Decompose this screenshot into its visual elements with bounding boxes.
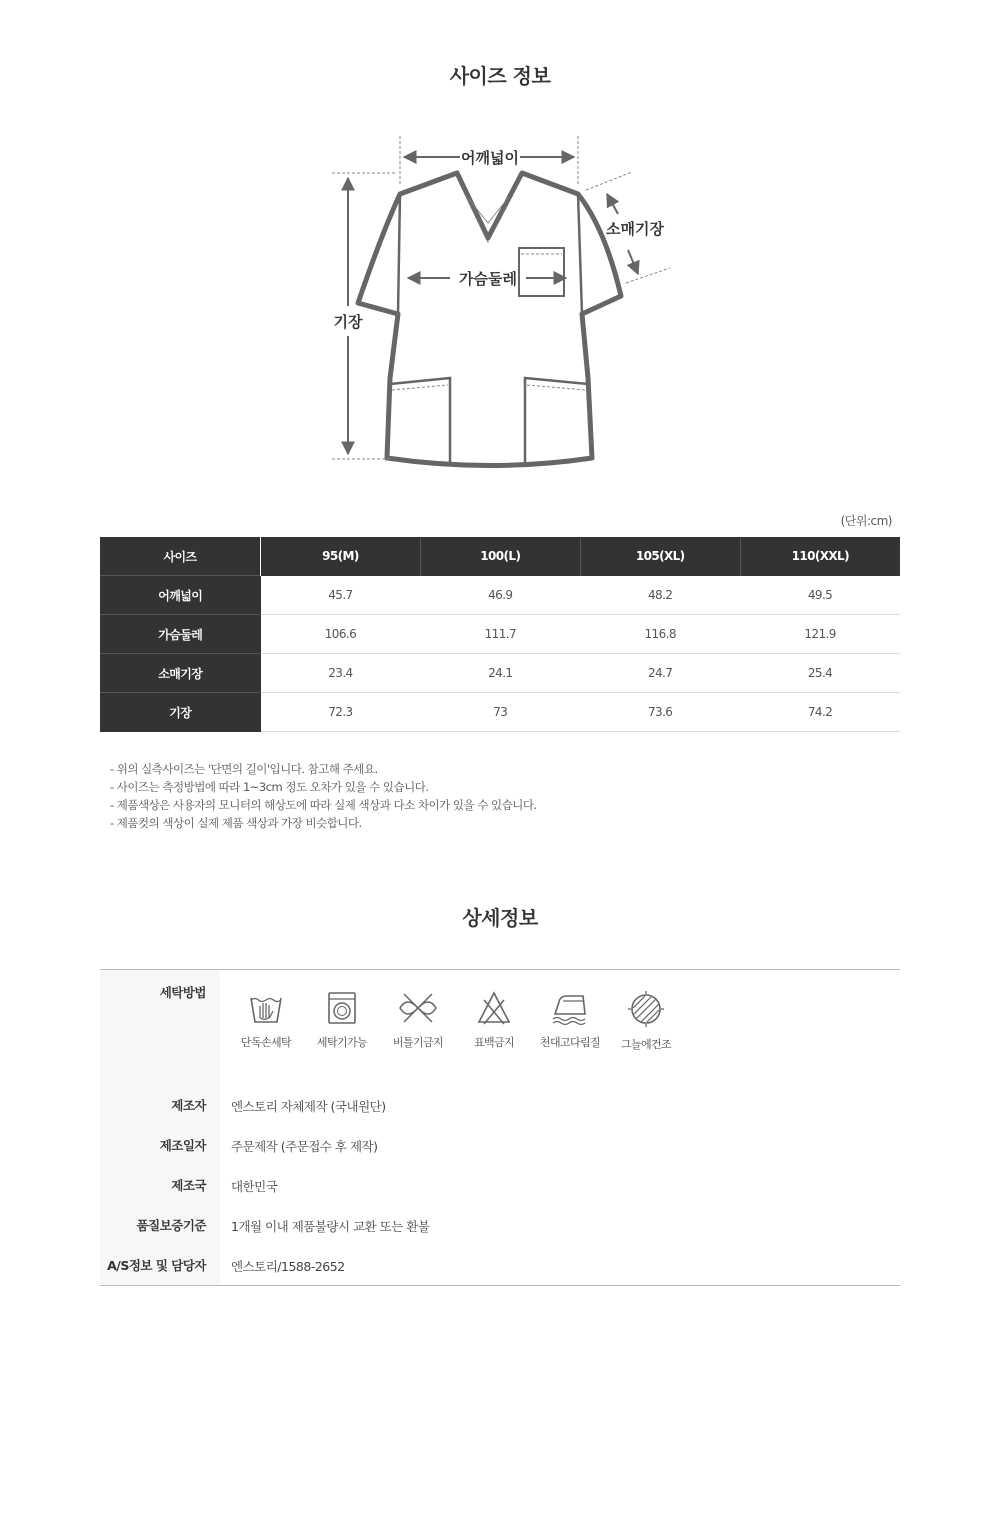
table-cell: 25.4 [740,654,900,693]
detail-row-value: 대한민국 [231,1179,278,1194]
wash-label: 세탁기가능 [316,1036,368,1049]
size-table-row [100,576,900,615]
wash-item [608,990,684,1052]
row-label: 가슴둘레 [100,615,261,654]
table-cell: 116.8 [580,615,740,654]
detail-row-label: 제조자 [171,1098,206,1113]
wash-label: 단독손세탁 [240,1036,292,1049]
note-item: - 위의 실측사이즈는 '단면의 길이'입니다. 참고해 주세요. [110,762,378,776]
table-cell: 111.7 [420,615,580,654]
wash-label: 표백금지 [473,1036,515,1049]
detail-info-title: 상세정보 [462,906,538,930]
size-table-row [100,693,900,732]
size-header-col: 100(L) [420,537,580,576]
detail-row-value: 주문제작 (주문접수 후 제작) [231,1139,378,1154]
table-cell: 48.2 [580,576,740,615]
shoulder-width-label: 어깨넓이 [461,149,519,167]
table-cell: 23.4 [261,654,421,693]
size-table [100,537,900,732]
detail-row-label: 품질보증기준 [136,1218,206,1233]
wash-item [304,990,380,1050]
no-wring-icon [397,990,439,1026]
detail-info-table [100,969,900,1286]
note-item: - 제품컷의 색상이 실제 제품 색상과 가장 비슷합니다. [110,816,362,830]
table-cell: 72.3 [261,693,421,732]
size-info-title: 사이즈 정보 [449,64,551,88]
no-bleach-icon [476,990,512,1026]
detail-label-column [100,970,220,1285]
row-label: 소매기장 [100,654,261,693]
detail-row-label: 제조일자 [159,1138,206,1153]
detail-row-value: 엔스토리/1588-2652 [231,1259,345,1274]
washing-label: 세탁방법 [159,985,206,1000]
unit-label: (단위:cm) [840,514,892,528]
wash-item [532,990,608,1050]
row-label: 어깨넓이 [100,576,261,615]
note-item: - 사이즈는 측정방법에 따라 1~3cm 정도 오차가 있을 수 있습니다. [110,780,429,794]
detail-row-label: 제조국 [171,1178,206,1193]
note-item: - 제품색상은 사용자의 모니터의 해상도에 따라 실제 색상과 다소 차이가 있을 수 있습니다. [110,798,537,812]
chest-label: 가슴둘레 [459,270,517,288]
size-header-col: 105(XL) [580,537,740,576]
length-label: 기장 [333,313,363,331]
wash-item [380,990,456,1050]
iron-with-cloth-icon [550,990,590,1026]
table-cell: 74.2 [740,693,900,732]
shirt-outline [358,173,621,466]
table-cell: 49.5 [740,576,900,615]
size-header-corner: 사이즈 [100,537,261,576]
wash-item [228,990,304,1050]
size-table-row [100,615,900,654]
size-header-col: 110(XXL) [740,537,900,576]
size-notes [110,760,537,832]
row-label: 기장 [100,693,261,732]
washing-machine-icon [324,990,360,1026]
table-cell: 106.6 [261,615,421,654]
detail-row-value: 1개월 이내 제품불량시 교환 또는 환불 [231,1219,430,1234]
detail-row-label: A/S정보 및 담당자 [107,1258,206,1273]
size-table-row [100,654,900,693]
size-header-col: 95(M) [261,537,421,576]
size-table-header-row [100,537,900,576]
table-cell: 46.9 [420,576,580,615]
table-cell: 73.6 [580,693,740,732]
wash-label: 비틀기금지 [392,1036,444,1049]
detail-row-value: 엔스토리 자체제작 (국내원단) [231,1099,386,1114]
table-cell: 73 [420,693,580,732]
hand-wash-icon [248,990,284,1026]
table-cell: 121.9 [740,615,900,654]
wash-item [456,990,532,1050]
shade-dry-icon [627,990,665,1028]
wash-label: 그늘에건조 [620,1038,672,1051]
scrub-top-measurement-diagram [320,128,690,473]
sleeve-length-label: 소매기장 [606,220,664,238]
table-cell: 24.1 [420,654,580,693]
table-cell: 24.7 [580,654,740,693]
table-cell: 45.7 [261,576,421,615]
wash-label: 천대고다림질 [539,1036,601,1049]
